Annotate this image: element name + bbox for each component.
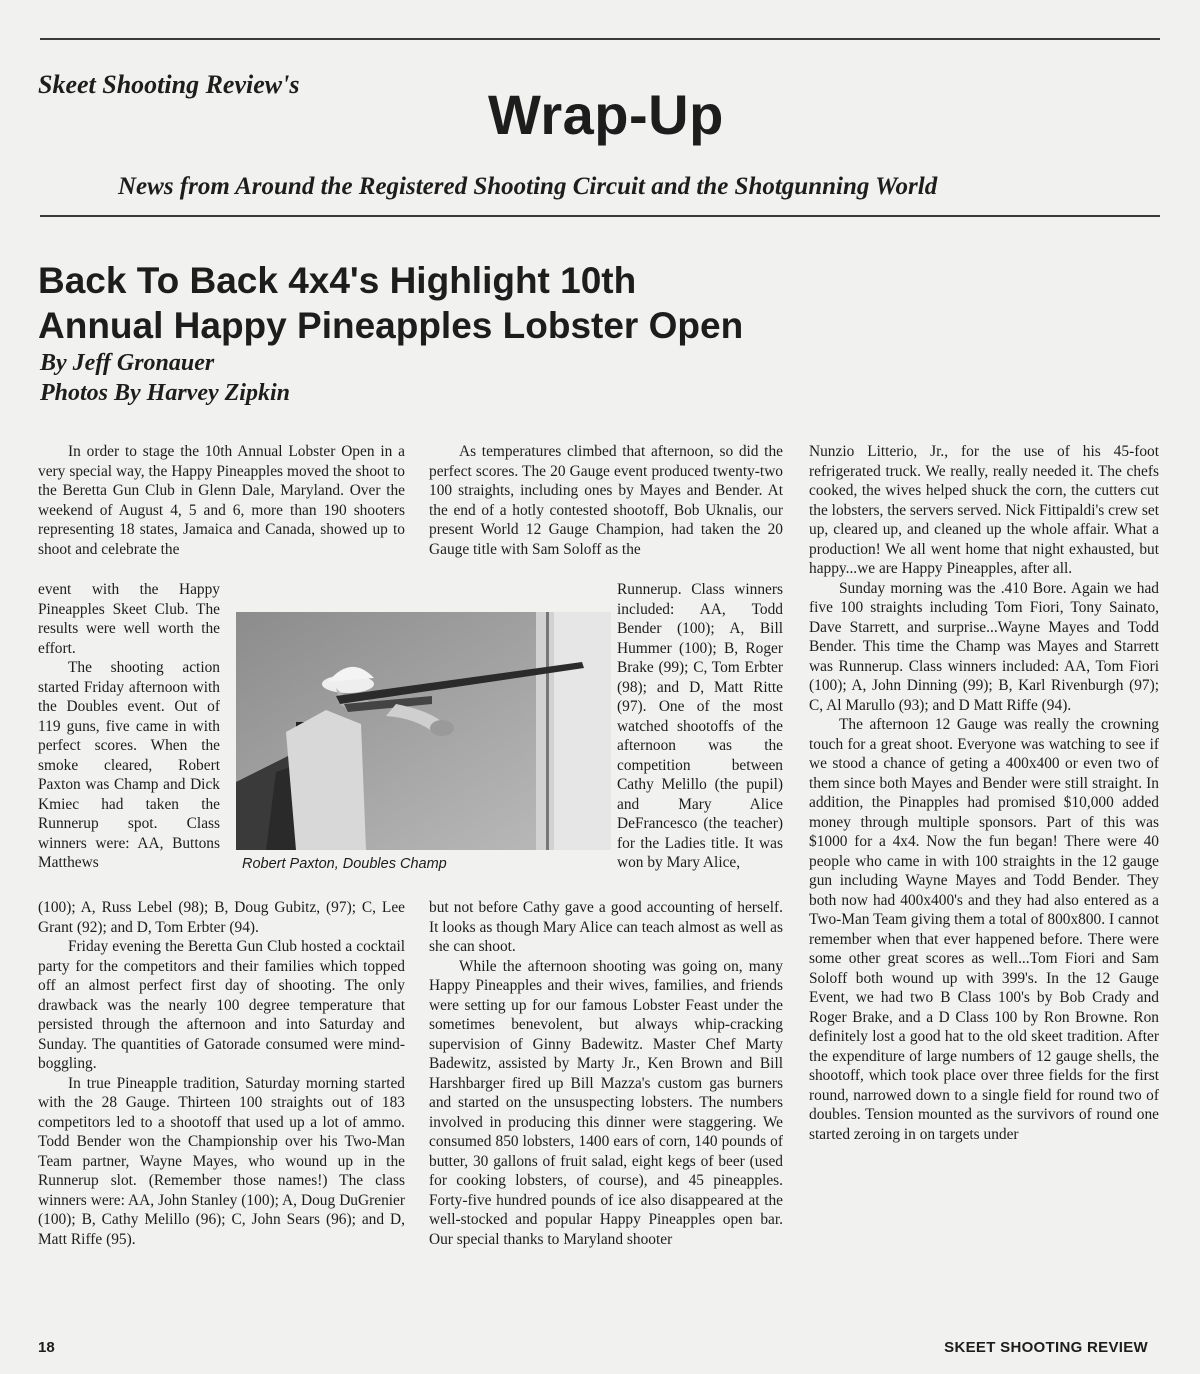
shooter-photo-image [236, 612, 611, 850]
col3-paragraph-2: Sunday morning was the .410 Bore. Again we had five 100 straights including Tom Fiori, Tony Sainato, Dave Starrett, and surprise...Wayne Mayes and Todd Bender. This time the Champ was Mayes and Starrett was Runnerup. Class winners included: AA, Tom Fiori (100); A, John Dinning (99); B, Karl Rivenburgh (97); C, Al Marullo (93); and D Matt Riffe (94). [809, 579, 1159, 714]
column-2-narrow [617, 580, 783, 873]
col1-paragraph-1-top: In order to stage the 10th Annual Lobster Open in a very special way, the Happy Pineapples moved the shoot to the Beretta Gun Club in Glenn Dale, Maryland. Over the weekend of August 4, 5 and 6, more than 190 shooters representing 18 states, Jamaica and Canada, showed up to shoot and celebrate the [38, 443, 405, 558]
photo-caption: Robert Paxton, Doubles Champ [242, 856, 447, 872]
col2-paragraph-1-narrow: Runnerup. Class winners included: AA, Todd Bender (100); A, Bill Hummer (100); B, Roger Brake (99); C, Tom Erbter (98); and D, Matt Ritte (97). One of the most watched shootoffs of the afternoon was the competition between Cathy Melillo (the pupil) and Mary Alice DeFrancesco (the teacher) for the Ladies title. It was won by Mary Alice, [617, 581, 783, 871]
col2-paragraph-2: While the afternoon shooting was going on, many Happy Pineapples and their wives, families, and friends were setting up for our famous Lobster Feast under the sometimes benevolent, but always whip-cracking supervision of Ginny Badewitz. Master Chef Marty Badewitz, assisted by Marty Jr., Ken Brown and Bill Harshbarger fired up Bill Mazza's custom gas burners and started on the unsuspecting lobsters. The numbers involved in producing this dinner were staggering. We consumed 850 lobsters, 1400 ears of corn, 140 pounds of butter, 30 gallons of fruit salad, eight kegs of beer (used for cooking lobsters, of course), and 45 pineapples. Forty-five hundred pounds of ice also disappeared at the well-stocked and popular Happy Pineapples open bar. Our special thanks to Maryland shooter [429, 957, 783, 1248]
section-title: Wrap-Up [488, 83, 724, 146]
top-rule [40, 38, 1160, 40]
column-1 [38, 442, 405, 559]
magazine-name: SKEET SHOOTING REVIEW [944, 1339, 1148, 1356]
col1-paragraph-2-cont: (100); A, Russ Lebel (98); B, Doug Gubitz, (97); C, Lee Grant (92); and D, Tom Erbter (94). [38, 899, 405, 936]
col3-paragraph-3: The afternoon 12 Gauge was really the crowning touch for a great shoot. Everyone was watching to see if we stood a chance of geting a 400x400 or even two of them since both Mayes and Bender were still straight. In addition, the Pinapples had promised $10,000 added money through multiple sponsors. Part of this was $1000 for a 4x4. Now the fun began! There were 40 people who came in with 100 straights in the 12 gauge gun including Wayne Mayes and Todd Bender. They both now had 400x400's and they had also entered as a Two-Man Team giving them a total of 800x800. I cannot remember when that ever happened before. There were some other great scores as well...Tom Fiori and Sam Soloff both wound up with 399's. In the 12 Gauge Event, we had two B Class 100's by Bob Crady and Roger Brake, and a D Class 100 by Ron Browne. Ron definitely lost a good hat to the old skeet tradition. After the expenditure of large numbers of 12 gauge shells, the shootoff, which took place over three fields for the first round, narrowed down to a single field for round two of doubles. Tension mounted as the survivors of round one started zeroing in on targets under [809, 716, 1159, 1143]
section-tagline: News from Around the Registered Shooting Circuit and the Shotgunning World [118, 173, 938, 200]
headline-line-2: Annual Happy Pineapples Lobster Open [38, 305, 744, 346]
column-2 [429, 442, 783, 559]
col1-paragraph-1-narrow: event with the Happy Pineapples Skeet Club. The results were well worth the effort. [38, 581, 220, 657]
byline-author: By Jeff Gronauer [40, 350, 215, 376]
article-photo [236, 612, 611, 850]
article-headline [38, 258, 1038, 348]
column-3 [809, 442, 1159, 1144]
section-kicker: Skeet Shooting Review's [38, 70, 300, 99]
column-2-lower [429, 898, 783, 1249]
byline-photos: Photos By Harvey Zipkin [40, 380, 290, 406]
tagline-rule [40, 215, 1160, 217]
col3-paragraph-1: Nunzio Litterio, Jr., for the use of his 45-foot refrigerated truck. We really, really needed it. The chefs cooked, the wives helped shuck the corn, the cutters cut the lobsters, the servers served. Nick Fittipaldi's crew set up, cleared up, and cleaned up the whole affair. What a production! We all went home that night exhausted, but happy...we are Happy Pineapples, after all. [809, 443, 1159, 577]
column-1-narrow [38, 580, 220, 873]
col1-paragraph-2-narrow: The shooting action started Friday afternoon with the Doubles event. Out of 119 guns, five came in with perfect scores. When the smoke cleared, Robert Paxton was Champ and Dick Kmiec had taken the Runnerup spot. Class winners were: AA, Buttons Matthews [38, 659, 220, 871]
col1-paragraph-3: Friday evening the Beretta Gun Club hosted a cocktail party for the competitors and their families which topped off an almost perfect first day of shooting. The only drawback was the nearly 100 degree temperature that persisted through the afternoon and into Saturday and Sunday. The quantities of Gatorade consumed were mind-boggling. [38, 938, 405, 1072]
col2-paragraph-1-top: As temperatures climbed that afternoon, so did the perfect scores. The 20 Gauge event produced twenty-two 100 straights, including ones by Mayes and Bender. At the end of a hotly contested shootoff, Bob Uknalis, our present World 12 Gauge Champion, had taken the 20 Gauge title with Sam Soloff as the [429, 443, 783, 558]
column-1-lower [38, 898, 405, 1249]
page-number: 18 [38, 1339, 55, 1356]
headline-line-1: Back To Back 4x4's Highlight 10th [38, 260, 637, 301]
col2-paragraph-1-cont: but not before Cathy gave a good accounting of herself. It looks as though Mary Alice can teach almost as well as she can shoot. [429, 899, 783, 955]
col1-paragraph-4: In true Pineapple tradition, Saturday morning started with the 28 Gauge. Thirteen 100 straights out of 183 competitors led to a shootoff that used up a lot of ammo. Todd Bender won the Championship over his Two-Man Team partner, Wayne Mayes, who wound up in the Runnerup slot. (Remember those names!) The class winners were: AA, John Stanley (100); A, Doug DuGrenier (100); B, Cathy Melillo (96); C, John Sears (96); and D, Matt Riffe (95). [38, 1074, 405, 1248]
